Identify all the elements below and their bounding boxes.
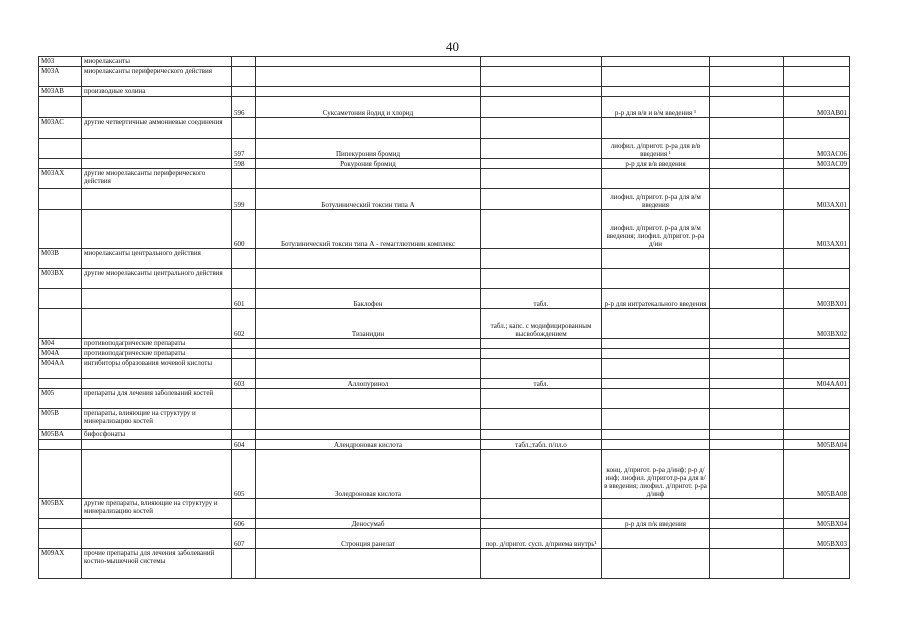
dosage-form-cell [481,389,602,409]
group-name-cell: ингибиторы образования мочевой кислоты [82,359,232,379]
table-row [39,57,850,67]
atc-code-cell [784,409,850,430]
row-number-cell: 607 [232,529,256,549]
note-cell [710,339,784,349]
table-row [39,309,850,339]
group-name-cell [82,289,232,309]
row-number-cell [232,359,256,379]
note-cell [710,87,784,97]
table-row [39,529,850,549]
atc-code-cell [784,118,850,139]
row-number-cell [232,549,256,579]
table-row [39,359,850,379]
dosage-form-cell [481,359,602,379]
row-number-cell [232,389,256,409]
administration-form-cell [602,249,710,269]
drug-name-cell [256,430,481,440]
dosage-form-cell [481,409,602,430]
drug-name-cell: Золедроновая кислота [256,450,481,499]
atc-group-code-cell: M09AX [39,549,82,579]
atc-group-code-cell [39,450,82,499]
drug-name-cell: Аллопуринол [256,379,481,389]
drug-name-cell [256,349,481,359]
dosage-form-cell [481,159,602,169]
administration-form-cell [602,118,710,139]
group-name-cell: другие миорелаксанты периферического действия [82,169,232,189]
table-row [39,169,850,189]
note-cell [710,440,784,450]
atc-group-code-cell: M05B [39,409,82,430]
atc-code-cell: M04AA01 [784,379,850,389]
atc-group-code-cell [39,97,82,118]
note-cell [710,379,784,389]
note-cell [710,169,784,189]
note-cell [710,430,784,440]
group-name-cell: бифосфонаты [82,430,232,440]
dosage-form-cell [481,549,602,579]
note-cell [710,118,784,139]
dosage-form-cell [481,67,602,87]
drug-name-cell [256,87,481,97]
atc-group-code-cell [39,519,82,529]
dosage-form-cell [481,269,602,289]
group-name-cell: миорелаксанты периферического действия [82,67,232,87]
administration-form-cell [602,389,710,409]
atc-group-code-cell: M04A [39,349,82,359]
dosage-form-cell [481,57,602,67]
table-row [39,499,850,519]
row-number-cell: 605 [232,450,256,499]
dosage-form-cell [481,499,602,519]
note-cell [710,529,784,549]
table-row [39,549,850,579]
atc-group-code-cell: M05BX [39,499,82,519]
table-row [39,67,850,87]
administration-form-cell [602,430,710,440]
administration-form-cell [602,549,710,579]
note-cell [710,210,784,249]
atc-group-code-cell: M04 [39,339,82,349]
atc-group-code-cell: M03BX [39,269,82,289]
table-body [39,57,850,579]
table-row [39,139,850,159]
group-name-cell: другие четвертичные аммониевые соединения [82,118,232,139]
row-number-cell [232,499,256,519]
group-name-cell [82,309,232,339]
dosage-form-cell [481,249,602,269]
drug-name-cell [256,57,481,67]
group-name-cell [82,210,232,249]
row-number-cell [232,349,256,359]
administration-form-cell: р-р для интратекального введения [602,289,710,309]
table-row [39,189,850,210]
drug-name-cell [256,389,481,409]
note-cell [710,269,784,289]
group-name-cell: производные холина [82,87,232,97]
administration-form-cell [602,169,710,189]
row-number-cell: 600 [232,210,256,249]
atc-group-code-cell [39,159,82,169]
atc-group-code-cell: M03AX [39,169,82,189]
administration-form-cell [602,359,710,379]
administration-form-cell: конц. д/пригот. р-ра д/инф; р-р д/инф; лиофил. д/пригот.р-ра для в/в введения; лиофил. д/пригот. р-ра д/инф [602,450,710,499]
table-row [39,289,850,309]
administration-form-cell [602,87,710,97]
drug-name-cell: Алендроновая кислота [256,440,481,450]
atc-code-cell: M03AX01 [784,189,850,210]
table-row [39,450,850,499]
note-cell [710,249,784,269]
row-number-cell: 598 [232,159,256,169]
note-cell [710,409,784,430]
atc-code-cell: M03BX01 [784,289,850,309]
atc-group-code-cell: M05 [39,389,82,409]
administration-form-cell [602,379,710,389]
drug-name-cell [256,359,481,379]
table-row [39,97,850,118]
drug-name-cell: Баклофен [256,289,481,309]
administration-form-cell [602,309,710,339]
atc-code-cell [784,169,850,189]
atc-code-cell: M03AB01 [784,97,850,118]
group-name-cell [82,159,232,169]
table-row [39,440,850,450]
group-name-cell [82,379,232,389]
group-name-cell: другие миорелаксанты центрального действия [82,269,232,289]
page-number: 40 [446,39,459,54]
group-name-cell [82,450,232,499]
dosage-form-cell [481,87,602,97]
dosage-form-cell [481,430,602,440]
group-name-cell: другие препараты, влияющие на структуру и минерализацию костей [82,499,232,519]
administration-form-cell [602,440,710,450]
note-cell [710,349,784,359]
group-name-cell [82,440,232,450]
drug-name-cell: Суксаметония йодид и хлорид [256,97,481,118]
administration-form-cell [602,529,710,549]
drug-name-cell [256,409,481,430]
drug-name-cell [256,339,481,349]
drug-registry-table [38,56,850,579]
dosage-form-cell [481,139,602,159]
atc-group-code-cell [39,529,82,549]
administration-form-cell: р-р для в/в и в/м введения ¹ [602,97,710,118]
row-number-cell [232,339,256,349]
administration-form-cell [602,349,710,359]
drug-name-cell [256,549,481,579]
table-row [39,349,850,359]
drug-name-cell: Ботулинический токсин типа А [256,189,481,210]
atc-group-code-cell [39,289,82,309]
dosage-form-cell: пор. д/пригот. сусп. д/приема внутрь¹ [481,529,602,549]
administration-form-cell: лиофил. д/пригот. р-ра для в/м введения [602,189,710,210]
note-cell [710,189,784,210]
drug-name-cell: Рокурония бромид [256,159,481,169]
dosage-form-cell [481,169,602,189]
drug-name-cell [256,118,481,139]
table-row [39,87,850,97]
dosage-form-cell: табл.;табл. п/пл.о [481,440,602,450]
drug-name-cell [256,67,481,87]
dosage-form-cell [481,189,602,210]
atc-code-cell: M05BX03 [784,529,850,549]
table-row [39,409,850,430]
administration-form-cell: р-р для п/к введения [602,519,710,529]
atc-code-cell [784,339,850,349]
drug-name-cell [256,269,481,289]
atc-group-code-cell: M04AA [39,359,82,379]
atc-code-cell [784,269,850,289]
group-name-cell [82,139,232,159]
table-row [39,269,850,289]
atc-group-code-cell [39,189,82,210]
administration-form-cell: р-р для в/в введения [602,159,710,169]
table-row [39,118,850,139]
administration-form-cell [602,339,710,349]
note-cell [710,139,784,159]
dosage-form-cell: табл. [481,379,602,389]
dosage-form-cell [481,519,602,529]
atc-code-cell: M03AC06 [784,139,850,159]
row-number-cell [232,409,256,430]
table-row [39,379,850,389]
dosage-form-cell [481,349,602,359]
atc-code-cell [784,549,850,579]
group-name-cell: противоподагрические препараты [82,339,232,349]
note-cell [710,309,784,339]
group-name-cell [82,529,232,549]
administration-form-cell [602,57,710,67]
drug-name-cell: Деносумаб [256,519,481,529]
drug-name-cell: Пипекурония бромид [256,139,481,159]
note-cell [710,159,784,169]
atc-code-cell [784,67,850,87]
atc-code-cell: M03AC09 [784,159,850,169]
atc-group-code-cell: M05BA [39,430,82,440]
table-row [39,339,850,349]
administration-form-cell [602,269,710,289]
group-name-cell: миорелаксанты центрального действия [82,249,232,269]
note-cell [710,389,784,409]
atc-code-cell [784,430,850,440]
drug-name-cell: Тизанидин [256,309,481,339]
row-number-cell: 602 [232,309,256,339]
row-number-cell: 604 [232,440,256,450]
group-name-cell [82,519,232,529]
table-row [39,159,850,169]
atc-code-cell [784,359,850,379]
atc-group-code-cell: M03 [39,57,82,67]
note-cell [710,97,784,118]
row-number-cell: 596 [232,97,256,118]
dosage-form-cell [481,339,602,349]
note-cell [710,359,784,379]
row-number-cell: 599 [232,189,256,210]
atc-group-code-cell: M03B [39,249,82,269]
table-row [39,430,850,440]
atc-code-cell [784,57,850,67]
atc-group-code-cell: M03A [39,67,82,87]
administration-form-cell: лиофил. д/пригот. р-ра для в/м введения; лиофил. д/пригот. р-ра д/ин [602,210,710,249]
atc-group-code-cell [39,139,82,159]
row-number-cell [232,118,256,139]
note-cell [710,499,784,519]
dosage-form-cell [481,210,602,249]
atc-group-code-cell [39,210,82,249]
dosage-form-cell: табл.; капс. с модифицированным высвобождением [481,309,602,339]
atc-code-cell [784,389,850,409]
group-name-cell: миорелаксанты [82,57,232,67]
drug-name-cell: Ботулинический токсин типа А - гемагглютинин комплекс [256,210,481,249]
group-name-cell [82,97,232,118]
note-cell [710,57,784,67]
administration-form-cell [602,409,710,430]
note-cell [710,519,784,529]
row-number-cell [232,249,256,269]
row-number-cell [232,67,256,87]
atc-code-cell [784,499,850,519]
table-row [39,389,850,409]
table-row [39,519,850,529]
row-number-cell [232,430,256,440]
atc-code-cell: M05BA08 [784,450,850,499]
table-row [39,249,850,269]
row-number-cell [232,269,256,289]
note-cell [710,67,784,87]
row-number-cell [232,57,256,67]
row-number-cell [232,87,256,97]
row-number-cell [232,169,256,189]
atc-code-cell [784,349,850,359]
atc-group-code-cell: M03AC [39,118,82,139]
drug-name-cell [256,499,481,519]
group-name-cell [82,189,232,210]
drug-name-cell: Стронция ранелат [256,529,481,549]
dosage-form-cell [481,118,602,139]
drug-name-cell [256,169,481,189]
dosage-form-cell: табл. [481,289,602,309]
atc-code-cell: M05BA04 [784,440,850,450]
atc-group-code-cell [39,379,82,389]
atc-group-code-cell [39,309,82,339]
administration-form-cell [602,499,710,519]
note-cell [710,549,784,579]
group-name-cell: противоподагрические препараты [82,349,232,359]
atc-code-cell [784,87,850,97]
row-number-cell: 606 [232,519,256,529]
atc-code-cell: M05BX04 [784,519,850,529]
row-number-cell: 601 [232,289,256,309]
dosage-form-cell [481,450,602,499]
row-number-cell: 597 [232,139,256,159]
group-name-cell: препараты для лечения заболеваний костей [82,389,232,409]
atc-code-cell: M03BX02 [784,309,850,339]
dosage-form-cell [481,97,602,118]
group-name-cell: препараты, влияющие на структуру и минерализацию костей [82,409,232,430]
group-name-cell: прочие препараты для лечения заболеваний костно-мышечной системы [82,549,232,579]
atc-group-code-cell: M03AB [39,87,82,97]
note-cell [710,450,784,499]
table-row [39,210,850,249]
atc-code-cell [784,249,850,269]
administration-form-cell: лиофил. д/пригот. р-ра для в/в введения ¹ [602,139,710,159]
administration-form-cell [602,67,710,87]
note-cell [710,289,784,309]
drug-name-cell [256,249,481,269]
atc-group-code-cell [39,440,82,450]
atc-code-cell: M03AX01 [784,210,850,249]
row-number-cell: 603 [232,379,256,389]
